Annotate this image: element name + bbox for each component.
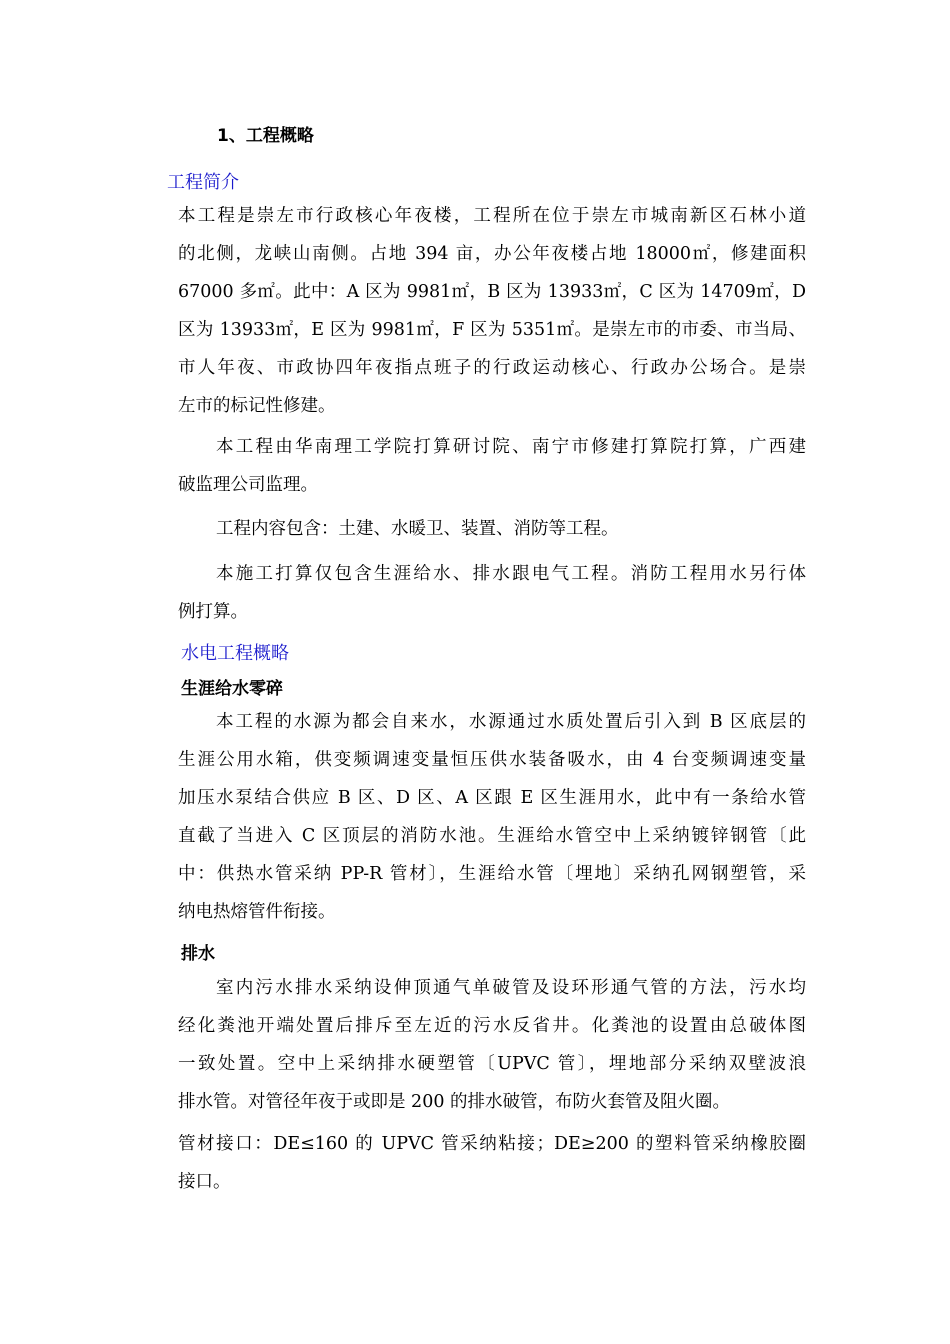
plumbing-heading: 水电工程概略 <box>181 643 289 664</box>
paragraph-line: 67000 多㎡。此中：A 区为 9981㎡，B 区为 13933㎡，C 区为 14709㎡，D <box>178 282 806 302</box>
paragraph-line: 室内污水排水采纳设伸顶通气单破管及设环形通气管的方法，污水均 <box>216 978 806 998</box>
overview-heading: 工程简介 <box>167 172 239 193</box>
paragraph-line: 本工程由华南理工学院打算研讨院、南宁市修建打算院打算，广西建 <box>216 437 806 457</box>
paragraph-line: 加压水泵结合供应 B 区、D 区、A 区跟 E 区生涯用水，此中有一条给水管 <box>178 788 806 808</box>
paragraph-line: 经化粪池开端处置后排斥至左近的污水反省井。化粪池的设置由总破体图 <box>178 1016 806 1036</box>
paragraph-line: 左市的标记性修建。 <box>178 396 336 416</box>
paragraph-line: 的北侧，龙峡山南侧。占地 394 亩，办公年夜楼占地 18000㎡，修建面积 <box>178 244 806 264</box>
drainage-heading: 排水 <box>181 944 215 964</box>
paragraph-line: 一致处置。空中上采纳排水硬塑管〔UPVC 管〕，埋地部分采纳双壁波浪 <box>178 1054 806 1074</box>
overview-paragraph-4 <box>178 555 806 631</box>
drainage-paragraph <box>178 969 806 1121</box>
pipe-joint-paragraph <box>178 1125 806 1201</box>
overview-paragraph-2 <box>178 428 806 504</box>
paragraph-line: 区为 13933㎡，E 区为 9981㎡，F 区为 5351㎡。是崇左市的市委、市当局、 <box>178 320 806 340</box>
water-supply-paragraph <box>178 703 806 931</box>
paragraph-line: 本工程是崇左市行政核心年夜楼，工程所在位于崇左市城南新区石林小道 <box>178 206 806 226</box>
water-supply-heading: 生涯给水零碎 <box>181 679 283 699</box>
paragraph-line: 本施工打算仅包含生涯给水、排水跟电气工程。消防工程用水另行体 <box>216 564 806 584</box>
paragraph-line: 纳电热熔管件衔接。 <box>178 902 336 922</box>
paragraph-line: 市人年夜、市政协四年夜指点班子的行政运动核心、行政办公场合。是崇 <box>178 358 806 378</box>
paragraph-line: 本工程的水源为都会自来水，水源通过水质处置后引入到 B 区底层的 <box>216 712 806 732</box>
overview-paragraph-1 <box>178 197 806 425</box>
paragraph-line: 排水管。对管径年夜于或即是 200 的排水破管，布防火套管及阻火圈。 <box>178 1092 731 1112</box>
overview-paragraph-3 <box>178 510 806 548</box>
paragraph-line: 中：供热水管采纳 PP-R 管材〕，生涯给水管〔埋地〕采纳孔网钢塑管，采 <box>178 864 806 884</box>
paragraph-line: 破监理公司监理。 <box>178 475 318 495</box>
paragraph-line: 生涯公用水箱，供变频调速变量恒压供水装备吸水，由 4 台变频调速变量 <box>178 750 806 770</box>
paragraph-line: 管材接口：DE≤160 的 UPVC 管采纳粘接；DE≥200 的塑料管采纳橡胶圈 <box>178 1134 806 1154</box>
paragraph-line: 例打算。 <box>178 602 248 622</box>
paragraph-line: 工程内容包含：土建、水暖卫、装置、消防等工程。 <box>216 519 619 539</box>
paragraph-line: 接口。 <box>178 1172 231 1192</box>
paragraph-line: 直截了当进入 C 区顶层的消防水池。生涯给水管空中上采纳镀锌钢管〔此 <box>178 826 806 846</box>
section-title: 1、工程概略 <box>217 126 314 146</box>
